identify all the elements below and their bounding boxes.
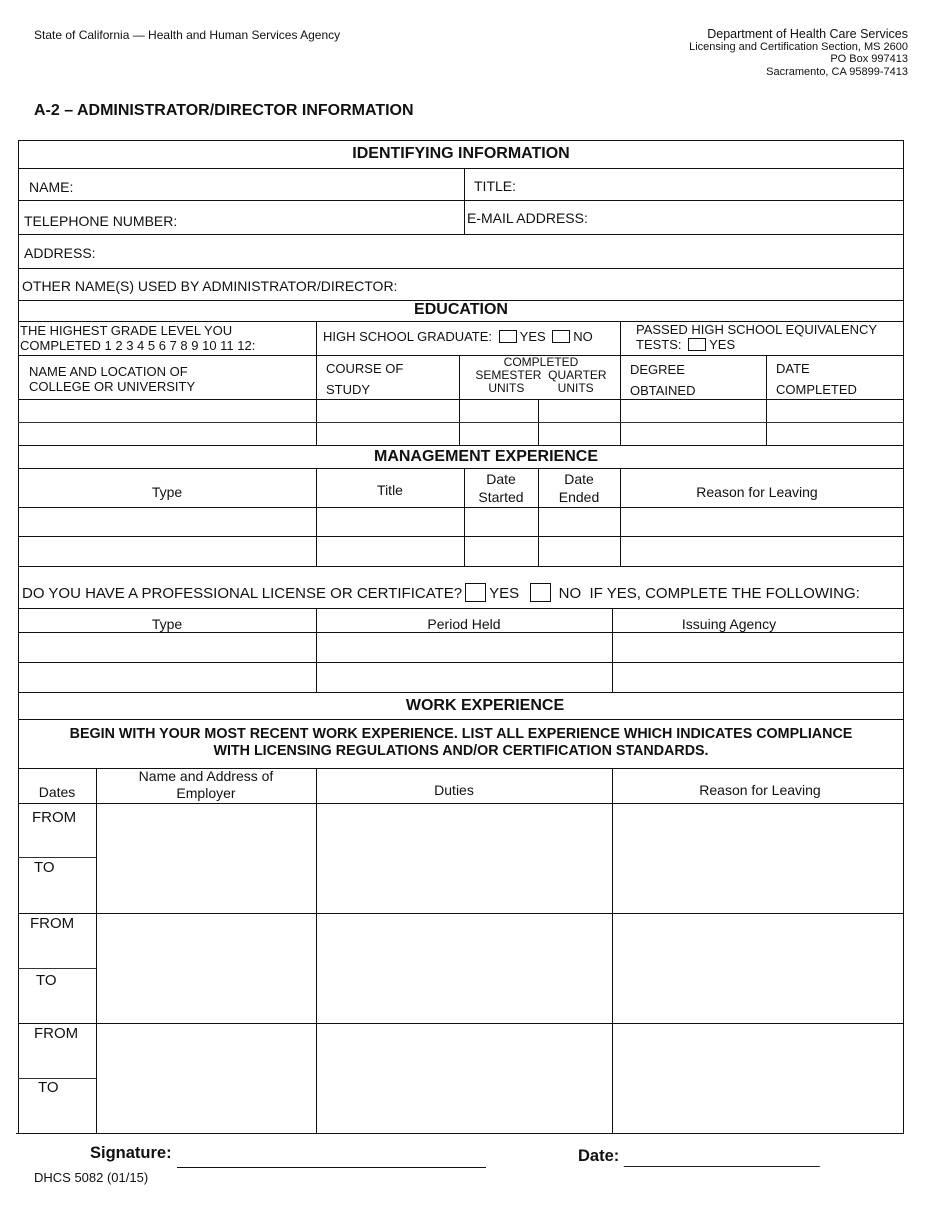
hs-yes-checkbox[interactable]	[499, 330, 517, 343]
degree-header: DEGREE OBTAINED	[630, 362, 696, 398]
city-line: Sacramento, CA 95899-7413	[766, 65, 908, 78]
identifying-heading: IDENTIFYING INFORMATION	[352, 145, 570, 162]
license-no-checkbox[interactable]	[530, 583, 551, 602]
address-field[interactable]: ADDRESS:	[24, 245, 96, 261]
email-field[interactable]: E-MAIL ADDRESS:	[467, 210, 588, 226]
work-instruction: BEGIN WITH YOUR MOST RECENT WORK EXPERIENCE. LIST ALL EXPERIENCE WHICH INDICATES COMPLIANCE WITH LICENSING REGULATIONS AND/OR CERTIFICATION STANDARDS.	[69, 726, 853, 759]
form-title: A-2 – ADMINISTRATOR/DIRECTOR INFORMATION	[34, 102, 414, 119]
college-header: NAME AND LOCATION OF COLLEGE OR UNIVERSITY	[29, 364, 196, 394]
work-row-3-from[interactable]: FROM	[34, 1025, 79, 1042]
hs-no-checkbox[interactable]	[552, 330, 570, 343]
license-period-header: Period Held	[427, 616, 501, 632]
management-reason-header: Reason for Leaving	[696, 484, 818, 500]
management-type-header: Type	[151, 484, 183, 500]
education-row-1[interactable]	[18, 422, 904, 423]
date-label: Date:	[578, 1147, 620, 1165]
license-row-1[interactable]	[18, 662, 904, 663]
name-field[interactable]: NAME:	[29, 179, 74, 195]
po-box: PO Box 997413	[830, 53, 908, 65]
work-row-2-from[interactable]: FROM	[30, 915, 75, 932]
license-type-header: Type	[151, 616, 183, 632]
signature-line[interactable]	[177, 1167, 486, 1168]
education-heading: EDUCATION	[414, 301, 508, 318]
agency-name: State of California — Health and Human Services Agency	[34, 28, 341, 42]
highest-grade-label[interactable]: THE HIGHEST GRADE LEVEL YOU COMPLETED 1 2 3 4 5 6 7 8 9 10 11 12:	[20, 323, 256, 353]
title-field[interactable]: TITLE:	[474, 178, 517, 194]
license-question: DO YOU HAVE A PROFESSIONAL LICENSE OR CERTIFICATE? YES NO IF YES, COMPLETE THE FOLLOWING:	[22, 585, 860, 602]
department-address	[689, 28, 908, 78]
date-ended-header: Date Ended	[558, 471, 600, 505]
course-header: COURSE OF STUDY	[326, 361, 404, 397]
signature-label: Signature:	[90, 1144, 172, 1162]
management-row-1[interactable]	[18, 536, 904, 537]
completed-units-header: COMPLETED SEMESTER QUARTER UNITS UNITS	[475, 355, 607, 395]
section-name: Licensing and Certification Section, MS 2600	[689, 40, 908, 53]
license-agency-header: Issuing Agency	[681, 616, 777, 632]
department-name: Department of Health Care Services	[707, 27, 908, 41]
form-number: DHCS 5082 (01/15)	[34, 1170, 149, 1185]
other-names-field[interactable]: OTHER NAME(S) USED BY ADMINISTRATOR/DIRECTOR:	[22, 278, 398, 294]
management-heading: MANAGEMENT EXPERIENCE	[373, 448, 599, 465]
date-completed-header: DATE COMPLETED	[776, 361, 857, 397]
date-started-header: Date Started	[478, 471, 524, 505]
dates-header: Dates	[38, 784, 76, 800]
telephone-field[interactable]: TELEPHONE NUMBER:	[24, 213, 178, 229]
work-row-3-to[interactable]: TO	[38, 1079, 59, 1096]
equivalency-label: PASSED HIGH SCHOOL EQUIVALENCY TESTS: YES	[636, 322, 878, 352]
management-title-header: Title	[377, 482, 403, 498]
work-heading: WORK EXPERIENCE	[405, 697, 565, 714]
employer-header: Name and Address of Employer	[138, 768, 274, 801]
license-yes-checkbox[interactable]	[465, 583, 486, 602]
hs-graduate-label: HIGH SCHOOL GRADUATE: YES NO	[323, 329, 593, 344]
duties-header: Duties	[434, 782, 474, 798]
work-reason-header: Reason for Leaving	[699, 782, 821, 798]
equivalency-yes-checkbox[interactable]	[688, 338, 706, 351]
work-row-1-to[interactable]: TO	[34, 859, 55, 876]
work-row-1-from[interactable]: FROM	[32, 809, 77, 826]
work-row-2-to[interactable]: TO	[36, 972, 57, 989]
date-line[interactable]: ________________________	[624, 1151, 820, 1168]
